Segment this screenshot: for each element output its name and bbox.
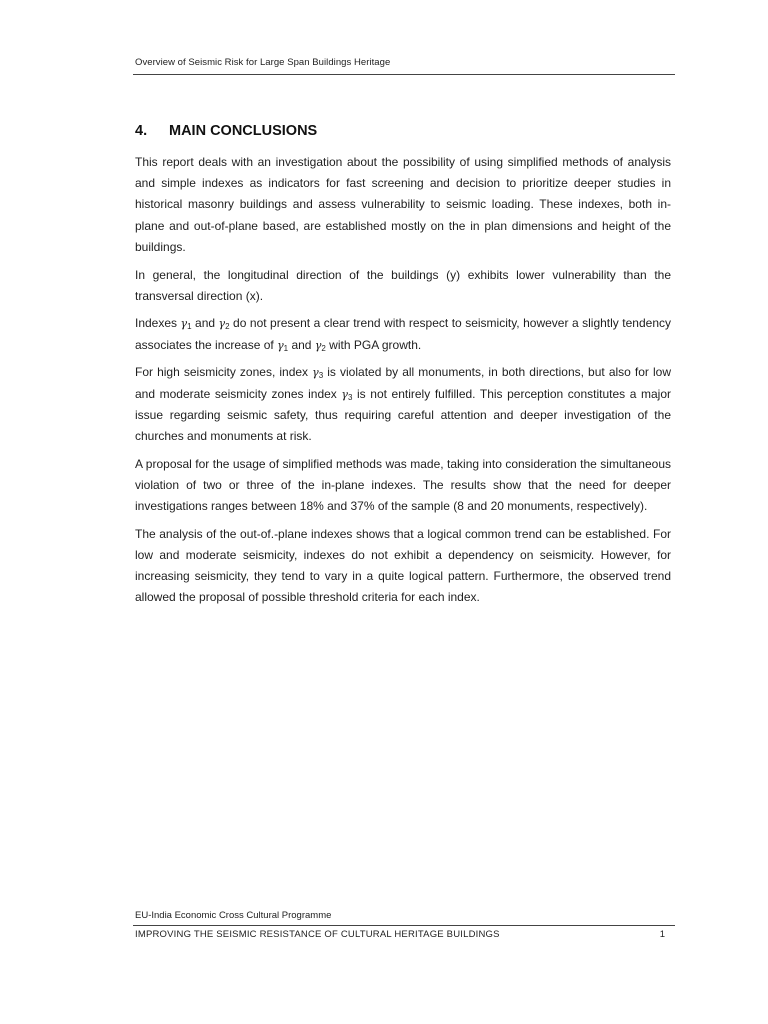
gamma-symbol: γ — [341, 387, 348, 401]
gamma-symbol: γ — [218, 317, 226, 331]
footer-rule — [133, 925, 675, 926]
paragraph-gamma-trend — [135, 313, 671, 355]
section-number: 4. — [135, 123, 148, 139]
footer-programme: EU-India Economic Cross Cultural Programme — [135, 910, 332, 921]
subscript: 1 — [187, 322, 192, 332]
section-title: MAIN CONCLUSIONS — [169, 123, 318, 139]
paragraph-direction: In general, the longitudinal direction of the buildings (y) exhibits lower vulnerability than the transversal direction (x). — [135, 267, 671, 303]
subscript: 2 — [225, 322, 230, 332]
subscript: 3 — [318, 371, 324, 381]
section-body — [135, 152, 671, 615]
gamma-symbol: γ — [312, 366, 319, 380]
page-number: 1 — [659, 929, 665, 940]
paragraph-out-of-plane: The analysis of the out-of.-plane indexes shows that a logical common trend can be established. For low and moderate seismicity, indexes do not exhibit a dependency on seismicity. However, for increasing seismicity, they tend to vary in a quite logical pattern. Furthermore, the observed trend allowed the proposal of possible threshold criteria for each index. — [135, 526, 671, 605]
subscript: 3 — [347, 392, 353, 402]
text-run: For high seismicity zones, index — [135, 365, 313, 380]
header-rule — [133, 74, 675, 75]
section-heading — [135, 123, 317, 139]
paragraph-high-seismicity — [135, 362, 671, 447]
paragraph-intro: This report deals with an investigation about the possibility of using simplified methods of analysis and simple indexes as indicators for fast screening and decision to prioritize deeper studies in historical masonry buildings and assess vulnerability to seismic loading. These indexes, both in-plane and out-of-plane based, are established mostly on the in plan dimensions and height of the buildings. — [135, 155, 671, 254]
subscript: 1 — [283, 343, 289, 353]
footer-title: IMPROVING THE SEISMIC RESISTANCE OF CULTURAL HERITAGE BUILDINGS — [135, 929, 500, 940]
gamma-symbol: γ — [180, 317, 188, 331]
gamma-symbol: γ — [314, 338, 322, 352]
running-header: Overview of Seismic Risk for Large Span Buildings Heritage — [135, 57, 391, 68]
text-run: Indexes — [135, 316, 181, 331]
text-run: do not present a clear trend with respect to seismicity, however a slightly tendency associates the increase of — [135, 316, 671, 352]
gamma-symbol: γ — [277, 338, 284, 352]
text-run: and — [288, 337, 315, 352]
text-run: and — [191, 316, 219, 331]
subscript: 2 — [321, 343, 326, 353]
text-run: is not entirely fulfilled. This perception constitutes a major issue regarding seismic safety, thus requiring careful attention and deeper investigation of the churches and monuments at risk. — [135, 386, 671, 443]
text-run: is violated by all monuments, in both directions, but also for low and moderate seismicity zones index — [135, 365, 672, 401]
paragraph-proposal: A proposal for the usage of simplified methods was made, taking into consideration the simultaneous violation of two or three of the in-plane indexes. The results show that the need for deeper investigations ranges between 18% and 37% of the sample (8 and 20 monuments, respectively). — [135, 456, 671, 514]
text-run: with PGA growth. — [325, 337, 422, 352]
